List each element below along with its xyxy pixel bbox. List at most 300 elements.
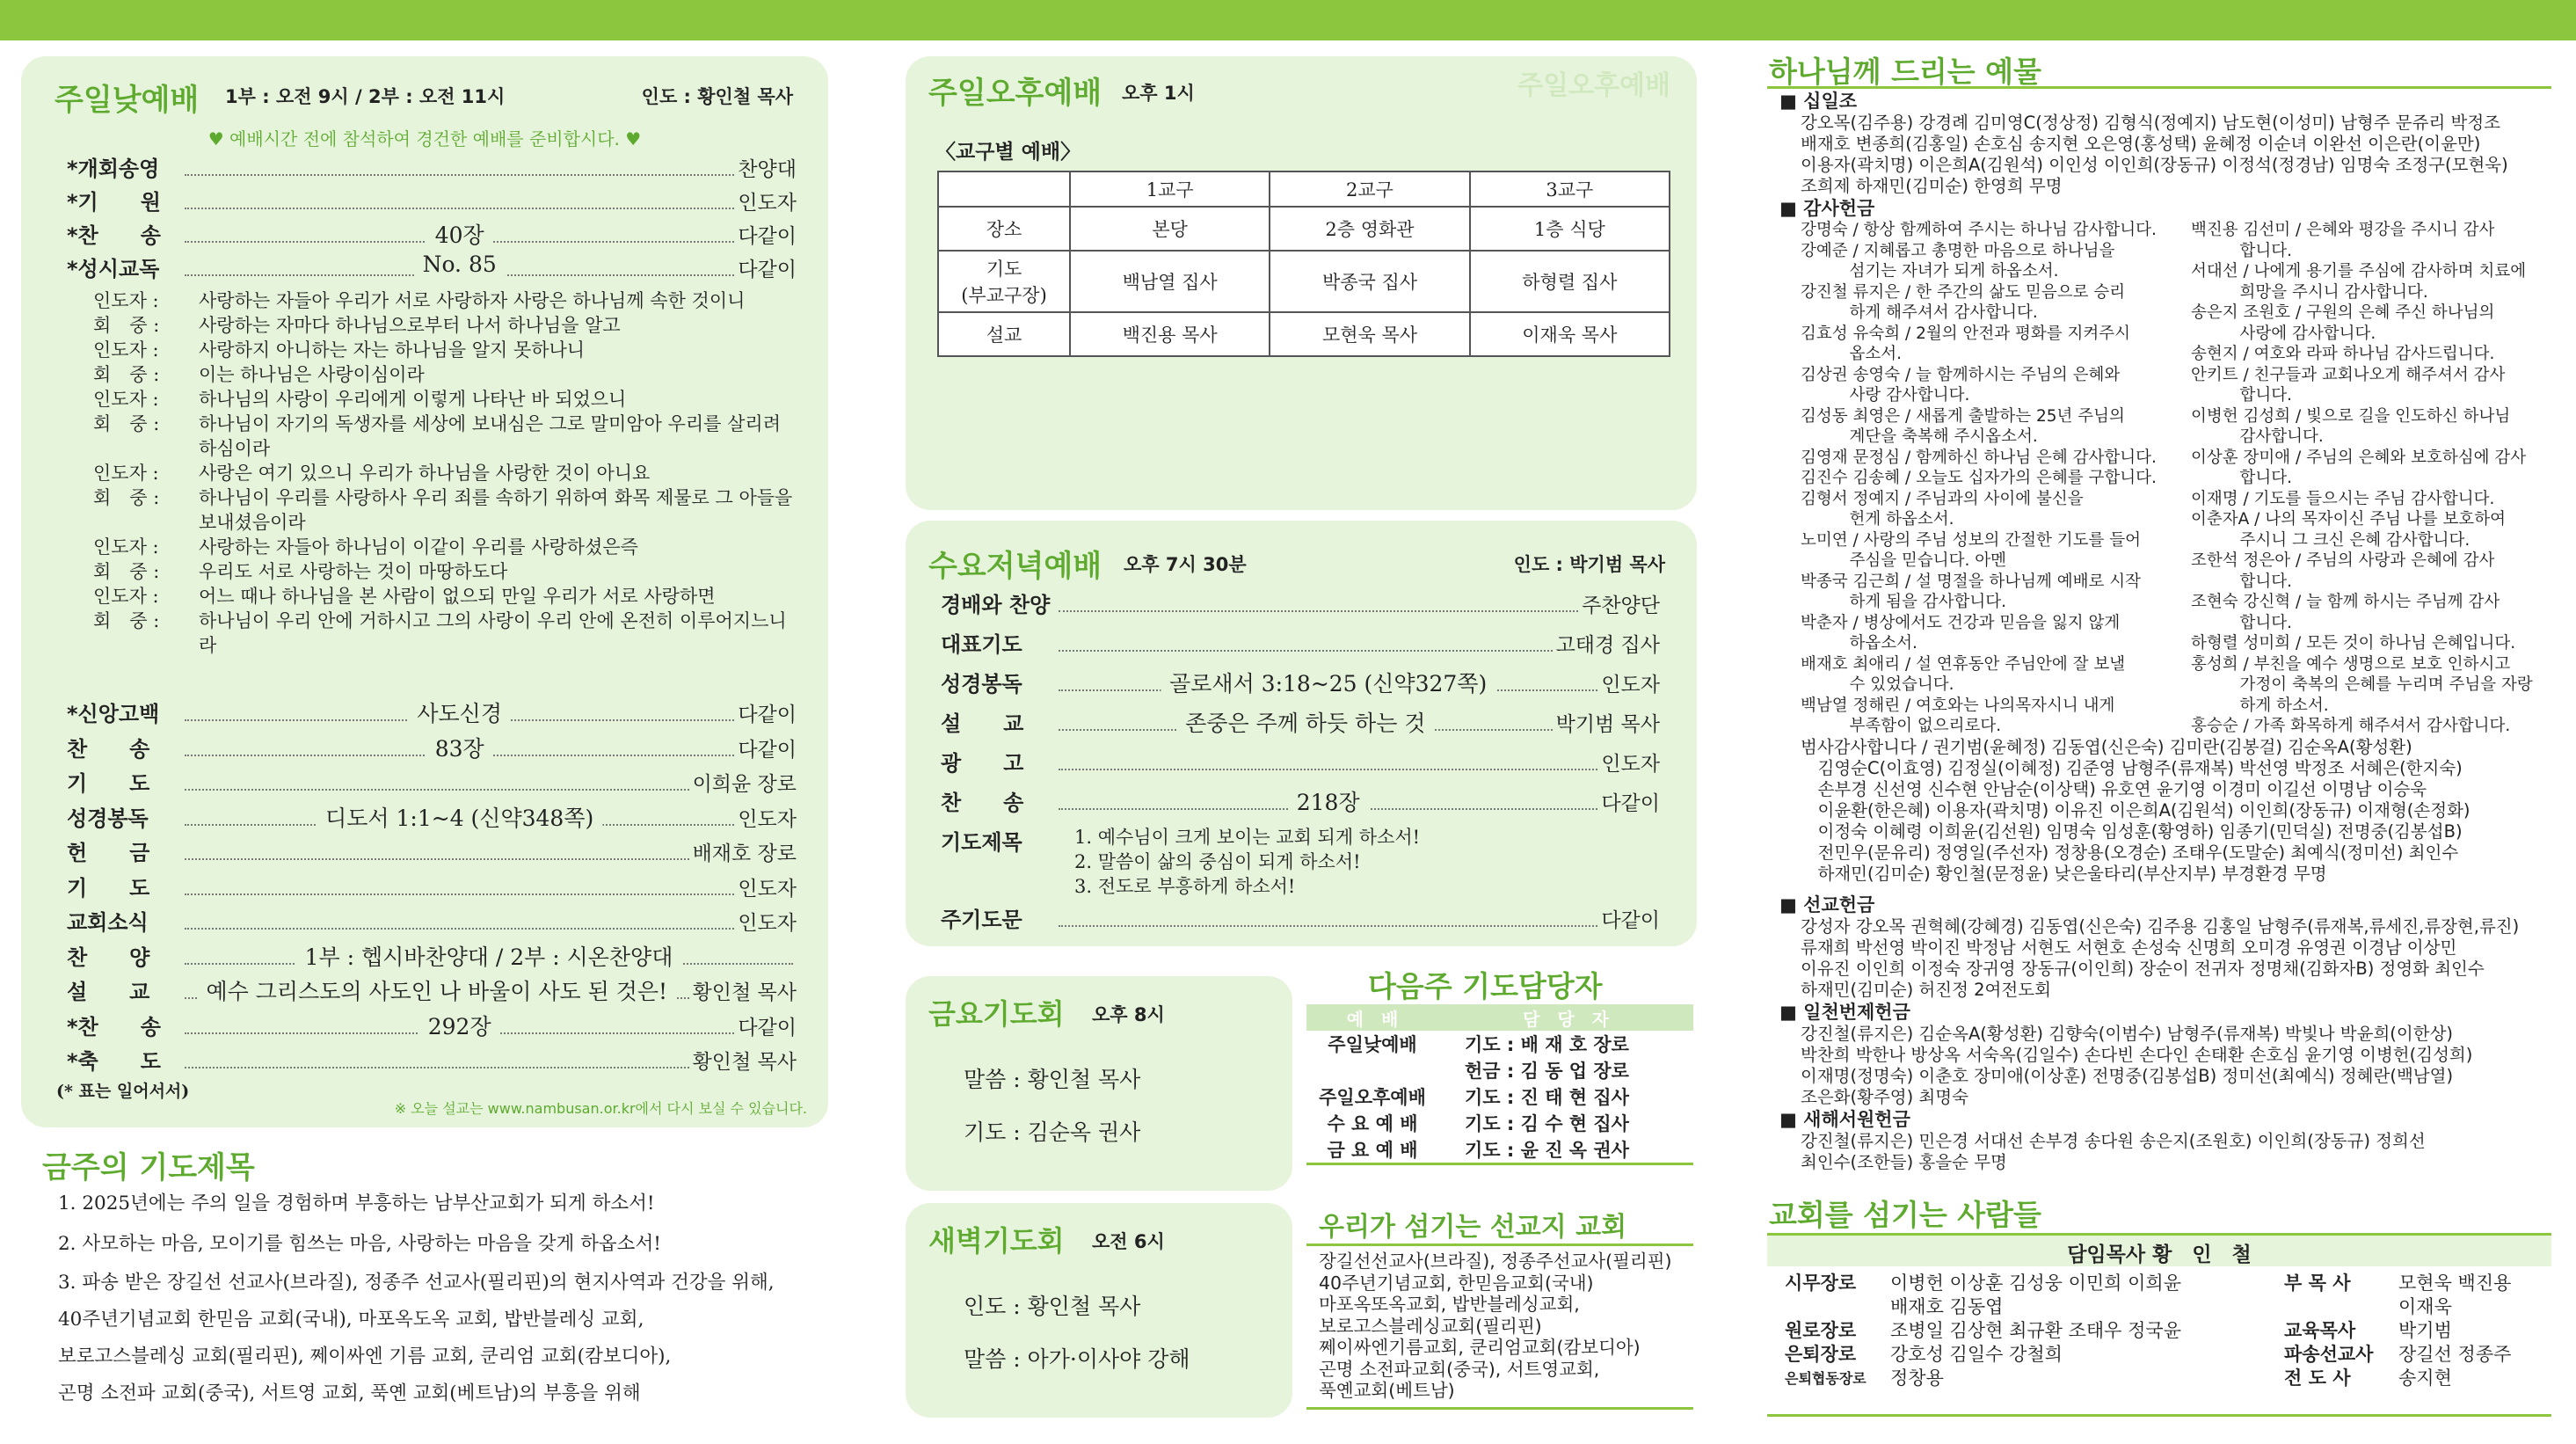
staff-names — [1890, 1272, 2242, 1319]
staff-names — [2398, 1343, 2548, 1367]
order-label: 광 고 — [941, 751, 1024, 776]
thanks-line: 김진수 김송혜 / 오늘도 십자가의 은혜를 구합니다. — [1801, 469, 2157, 487]
responsive-line — [93, 313, 797, 338]
staff-names-line: 강호성 김일수 강철희 — [1890, 1344, 2063, 1365]
order-leader-dots — [185, 1056, 689, 1068]
responsive-speaker: 인도자 : — [93, 290, 159, 311]
thanks-line: 노미연 / 사랑의 주님 성보의 간절한 기도를 들어 — [1801, 530, 2141, 550]
staff-role: 시무장로 — [1785, 1273, 1857, 1294]
order-person: 인도자 — [1601, 674, 1660, 696]
staff-names-line: 송지현 — [2398, 1367, 2452, 1389]
thanks-columns — [1779, 220, 2553, 737]
missions-title-line — [1306, 1243, 1693, 1246]
dawn-title: 새벽기도회 — [928, 1224, 1065, 1258]
responsive-speaker: 회 중 : — [93, 561, 160, 582]
thanks-line: 김효성 유숙희 / 2월의 안전과 평화를 지켜주시 — [1801, 324, 2130, 343]
order-person: 인도자 — [738, 912, 797, 935]
staff-row — [1785, 1343, 2242, 1367]
staff-row — [2284, 1367, 2548, 1390]
order-content: 40장 — [426, 218, 493, 250]
offering-line: 조은화(황주영) 최명숙 — [1801, 1086, 1968, 1107]
responsive-text: 사랑하는 자마다 하나님으로부터 나서 하나님을 알고 — [199, 315, 621, 336]
spacer — [1779, 885, 2553, 893]
thanks-line: 박춘자 / 병상에서도 건강과 믿음을 잃지 않게 — [1801, 613, 2121, 632]
staff-names — [2398, 1367, 2548, 1390]
sunday-notice: ♥ 예배시간 전에 참석하여 경건한 예배를 준비합시다. ♥ — [207, 128, 642, 150]
wednesday-title: 수요저녁예배 — [928, 549, 1102, 584]
next-prayer-row — [1306, 1057, 1693, 1083]
thanks-line: 희망을 주시니 감사합니다. — [2191, 282, 2428, 302]
thanks-tail-line: 전민우(문유리) 정영일(주선자) 정창용(오경순) 조태우(도말순) 최예식(정미선) 최인수 — [1801, 842, 2459, 863]
mission-line: 40주년기념교회, 한믿음교회(국내) — [1319, 1272, 1594, 1294]
responsive-text: 이는 하나님은 사랑이심이라 — [199, 364, 425, 385]
wednesday-last — [941, 902, 1660, 937]
afternoon-service-box — [906, 56, 1697, 510]
order-label: 찬 양 — [67, 944, 150, 970]
thanks-line: 조한석 정은아 / 주님의 사랑과 은혜에 감사 — [2191, 551, 2495, 570]
dawn-line2: 말씀 : 아가·이사야 강해 — [964, 1346, 1190, 1372]
sunday-order-top — [67, 151, 797, 285]
order-leader-dots — [185, 979, 689, 1004]
order-person: 박기범 목사 — [1555, 713, 1660, 736]
order-label: 성경봉독 — [67, 806, 149, 831]
wednesday-prayer-item: 3. 전도로 부흥하게 하소서! — [1074, 876, 1296, 897]
thanks-line: 이춘자A / 나의 목자이신 주님 나를 보호하여 — [2191, 510, 2506, 529]
offerings-title-line — [1767, 86, 2551, 89]
sunday-order-bottom — [67, 696, 797, 1079]
order-row — [941, 706, 1660, 746]
responsive-line — [93, 559, 797, 584]
next-prayer-person: 기도 : 배 재 호 장로 — [1465, 1034, 1629, 1055]
order-label: 교회소식 — [67, 910, 149, 935]
district-cell-line: 본당 — [1152, 219, 1188, 240]
thanks-line: 가정이 축복의 은혜를 누리며 주님을 자랑 — [2191, 675, 2533, 694]
next-prayer-service: 금 요 예 배 — [1327, 1140, 1418, 1161]
responsive-speaker: 회 중 : — [93, 413, 160, 434]
order-label: 설 교 — [67, 980, 150, 1004]
responsive-line — [93, 584, 797, 609]
thanks-line: 김상권 송영숙 / 늘 함께하시는 주님의 은혜와 — [1801, 365, 2121, 384]
order-leader-dots — [185, 778, 689, 791]
order-row — [67, 974, 797, 1010]
order-leader-dots — [1059, 671, 1597, 696]
order-row — [67, 801, 797, 836]
next-prayer-row — [1306, 1031, 1693, 1057]
offering-line: 박찬희 박한나 방상옥 서숙옥(김일수) 손다빈 손다인 손태환 손호심 윤기영 이병헌(김성희) — [1801, 1044, 2473, 1065]
next-prayer-person: 기도 : 김 수 현 집사 — [1465, 1113, 1629, 1134]
prayer-topics-list — [58, 1184, 823, 1412]
staff-role: 은퇴협동장로 — [1785, 1370, 1867, 1387]
staff-title: 교회를 섬기는 사람들 — [1769, 1198, 2041, 1232]
next-prayer-row — [1306, 1110, 1693, 1136]
staff-role: 교육목사 — [2284, 1320, 2356, 1341]
thanks-line: 합니다. — [2191, 572, 2292, 591]
district-cell-line: 장소 — [986, 219, 1022, 240]
next-prayer-table — [1306, 1004, 1693, 1165]
order-label: 찬 송 — [67, 736, 150, 762]
next-prayer-row — [1306, 1083, 1693, 1110]
next-prayer-header — [1306, 1004, 1693, 1031]
offering-lines-newyear — [1779, 1131, 2553, 1173]
order-leader-dots — [185, 164, 734, 176]
offering-lines-mission — [1779, 916, 2553, 1001]
order-person: 다같이 — [738, 738, 797, 762]
thanks-tail-line: 하재민(김미순) 황인철(문정윤) 낮은울타리(부산지부) 부경환경 무명 — [1801, 863, 2327, 884]
order-leader-dots — [185, 701, 734, 726]
order-leader-dots — [185, 805, 734, 831]
order-row — [67, 218, 797, 252]
afternoon-watermark: 주일오후예배 — [1517, 70, 1670, 101]
order-row — [67, 940, 797, 975]
order-person: 황인철 목사 — [692, 981, 797, 1004]
responsive-speaker: 회 중 : — [93, 610, 160, 631]
order-content: No. 85 — [414, 252, 506, 277]
order-label: 기 도 — [67, 875, 150, 901]
staff-names — [1890, 1319, 2242, 1343]
thanks-line: 합니다. — [2191, 386, 2292, 405]
thanks-line: 이상훈 장미애 / 주님의 은혜와 보호하심에 감사 — [2191, 448, 2527, 467]
district-cell-line: 기도 — [986, 259, 1022, 280]
order-row — [67, 905, 797, 940]
district-cell-line: 설교 — [986, 325, 1022, 346]
responsive-line — [93, 338, 797, 362]
district-cell — [1270, 312, 1469, 356]
order-content: 골로새서 3:18~25 (신약327쪽) — [1161, 667, 1495, 698]
mission-line: 푹옌교회(베트남) — [1319, 1380, 1455, 1401]
order-leader-dots — [185, 252, 734, 277]
next-prayer-service: 수 요 예 배 — [1327, 1113, 1418, 1134]
district-cell — [938, 312, 1070, 356]
order-label: *개회송영 — [67, 157, 160, 181]
district-cell — [938, 207, 1070, 251]
prayer-topics-title: 금주의 기도제목 — [42, 1150, 255, 1185]
district-cell-line: 2층 영화관 — [1325, 219, 1415, 240]
order-label: *신앙고백 — [67, 702, 160, 726]
order-leader-dots — [1059, 711, 1553, 736]
district-cell-line: 이재욱 목사 — [1522, 325, 1618, 346]
order-row — [941, 746, 1660, 785]
staff-row — [2284, 1343, 2548, 1367]
wednesday-time: 오후 7시 30분 — [1124, 554, 1247, 575]
district-cell — [1470, 312, 1670, 356]
responsive-speaker: 인도자 : — [93, 536, 159, 558]
order-row — [67, 185, 797, 218]
offering-section-thanks: ■ 감사헌금 — [1779, 198, 1875, 219]
senior-pastor: 담임목사 황 인 철 — [2067, 1243, 2252, 1266]
order-person: 다같이 — [1601, 909, 1660, 932]
thanks-line: 하형렬 성미희 / 모든 것이 하나님 은혜입니다. — [2191, 634, 2516, 653]
thanks-line: 하게 해주셔서 감사합니다. — [1801, 303, 2038, 322]
district-cell — [1070, 312, 1270, 356]
order-leader-dots — [1059, 758, 1597, 770]
dawn-box — [906, 1203, 1292, 1418]
thanks-line: 김성동 최영은 / 새롭게 출발하는 25년 주님의 — [1801, 406, 2125, 426]
dawn-line1: 인도 : 황인철 목사 — [964, 1294, 1141, 1319]
thanks-line: 수 있었습니다. — [1801, 675, 1954, 694]
thanks-line: 서대선 / 나에게 용기를 주심에 감사하며 치료에 — [2191, 262, 2527, 281]
offering-lines-thousand — [1779, 1024, 2553, 1108]
thanks-tail — [1779, 737, 2553, 885]
friday-line2: 기도 : 김순옥 권사 — [964, 1119, 1141, 1145]
next-prayer-person: 기도 : 윤 진 옥 권사 — [1465, 1140, 1629, 1161]
responsive-text: 하나님이 자기의 독생자를 세상에 보내심은 그로 말미암아 우리를 살리려 하심이라 — [199, 413, 781, 459]
responsive-text: 사랑하는 자들아 하나님이 이같이 우리를 사랑하셨은즉 — [199, 536, 638, 558]
thanks-line: 강명숙 / 항상 함께하여 주시는 하나님 감사합니다. — [1801, 221, 2157, 239]
staff-names — [1890, 1343, 2242, 1367]
prayer-topic-item: 2. 사모하는 마음, 모이기를 힘쓰는 마음, 사랑하는 마음을 갖게 하옵소서! — [58, 1233, 661, 1255]
thanks-tail-line: 이정숙 이혜령 이희윤(김선원) 임명숙 임성훈(황영하) 임종기(민덕실) 전명중(김봉섭B) — [1801, 820, 2463, 842]
district-cell-line: 모현욱 목사 — [1321, 325, 1418, 346]
responsive-line — [93, 535, 797, 559]
thanks-line: 강진철 류지은 / 한 주간의 삶도 믿음으로 승리 — [1801, 282, 2126, 302]
order-person: 다같이 — [738, 704, 797, 726]
order-row — [941, 587, 1660, 627]
district-worship-table — [937, 171, 1670, 357]
responsive-text: 사랑하는 자들아 우리가 서로 사랑하자 사랑은 하나님께 속한 것이니 — [199, 290, 746, 311]
order-row — [941, 902, 1660, 937]
thanks-line: 주시니 그 크신 은혜 감사합니다. — [2191, 530, 2470, 550]
thanks-line: 김형서 정예지 / 주님과의 사이에 불신을 — [1801, 489, 2084, 508]
dawn-time: 오전 6시 — [1092, 1231, 1165, 1252]
order-leader-dots — [185, 1013, 734, 1039]
thanks-line: 계단을 축복해 주시옵소서. — [1801, 427, 2038, 446]
thanks-line: 하게 하소서. — [2191, 696, 2329, 715]
staff-names-line: 배재호 김동엽 — [1890, 1296, 2004, 1317]
district-cell-line: (부교구장) — [961, 285, 1047, 306]
next-prayer-h2: 담 당 자 — [1523, 1008, 1609, 1030]
sunday-leader: 인도 : 황인철 목사 — [641, 86, 793, 107]
friday-line1: 말씀 : 황인철 목사 — [964, 1067, 1141, 1092]
offering-line: 강진철(류지은) 김순옥A(황성환) 김향숙(이범수) 남형주(류재복) 박빛나 박윤희(이한상) — [1801, 1023, 2454, 1044]
staff-role: 원로장로 — [1785, 1320, 1857, 1341]
offering-line: 강진철(류지은) 민은경 서대선 손부경 송다원 송은지(조원호) 이인희(장동규) 정희선 — [1801, 1130, 2426, 1151]
mission-line: 장길선선교사(브라질), 정종주선교사(필리핀) — [1319, 1251, 1672, 1272]
offering-section-thousand: ■ 일천번제헌금 — [1779, 1001, 1910, 1023]
order-row — [67, 252, 797, 285]
order-person: 고태경 집사 — [1555, 634, 1660, 657]
thanks-line: 섬기는 자녀가 되게 하옵소서. — [1801, 262, 2059, 281]
responsive-text: 우리도 서로 사랑하는 것이 마땅하도다 — [199, 561, 508, 582]
order-leader-dots — [1059, 790, 1597, 815]
thanks-line: 백남열 정해린 / 여호와는 나의목자시니 내게 — [1801, 696, 2115, 715]
order-row — [67, 835, 797, 871]
district-cell — [938, 251, 1070, 312]
district-cell-line: 박종국 집사 — [1321, 272, 1418, 293]
staff-row — [2284, 1272, 2548, 1319]
thanks-line: 홍성희 / 부친을 예수 생명으로 보호 인하시고 — [2191, 654, 2511, 674]
district-head-cell: 3교구 — [1470, 171, 1670, 207]
responsive-text: 하나님이 우리 안에 거하시고 그의 사랑이 우리 안에 온전히 이루어지느니라 — [199, 610, 787, 656]
order-leader-dots — [185, 735, 734, 762]
mission-line: 곤명 소전파교회(중국), 서트영교회, — [1319, 1358, 1600, 1380]
order-label: *찬 송 — [67, 223, 161, 248]
district-cell — [1470, 207, 1670, 251]
thanks-line: 하옵소서. — [1801, 634, 1917, 653]
order-leader-dots — [185, 848, 689, 860]
order-content: 예수 그리스도의 사도인 나 바울이 사도 된 것은! — [198, 974, 677, 1006]
staff-left — [1785, 1272, 2242, 1390]
sunday-time: 1부 : 오전 9시 / 2부 : 오전 11시 — [225, 86, 506, 107]
offering-section-mission: ■ 선교헌금 — [1779, 893, 1875, 915]
order-label: 설 교 — [941, 711, 1024, 736]
prayer-topic-item: 40주년기념교회 한믿음 교회(국내), 마포옥도옥 교회, 밥반블레싱 교회, — [58, 1309, 644, 1331]
sunday-responsive-reading — [93, 288, 797, 658]
responsive-line — [93, 387, 797, 412]
mission-line: 보로고스블레싱교회(필리핀) — [1319, 1315, 1542, 1337]
district-cell — [1070, 251, 1270, 312]
order-person: 황인철 목사 — [692, 1051, 797, 1074]
order-person: 다같이 — [738, 1016, 797, 1039]
offerings-content — [1779, 90, 2553, 1173]
mission-line: 쩨이싸엔기름교회, 쿤리엄교회(캄보디아) — [1319, 1337, 1641, 1358]
order-leader-dots — [1059, 600, 1578, 612]
friday-box — [906, 976, 1292, 1191]
prayer-topic-item: 곤명 소전파 교회(중국), 서트영 교회, 푹옌 교회(베트남)의 부흥을 위해 — [58, 1382, 641, 1404]
order-leader-dots — [185, 883, 734, 895]
order-row — [67, 1044, 797, 1079]
staff-role: 파송선교사 — [2284, 1344, 2374, 1365]
afternoon-sub: 〈교구별 예배〉 — [935, 140, 1081, 164]
order-person: 다같이 — [738, 259, 797, 281]
order-label: *성시교독 — [67, 257, 160, 281]
wednesday-prayer-item: 1. 예수님이 크게 보이는 교회 되게 하소서! — [1074, 827, 1421, 848]
offering-line: 이용자(곽치명) 이은희A(김원석) 이인성 이인희(장동규) 이정석(정경남) 임명숙 조정구(모현욱) — [1801, 155, 2508, 175]
thanks-line: 이병헌 김성희 / 빛으로 길을 인도하신 하나님 — [2191, 406, 2511, 426]
order-row — [67, 151, 797, 185]
next-prayer-service: 주일오후예배 — [1319, 1087, 1426, 1108]
responsive-speaker: 인도자 : — [93, 586, 159, 607]
order-row — [941, 667, 1660, 706]
offering-line: 강성자 강오목 권혁혜(강혜경) 김동엽(신은숙) 김주용 김홍일 남형주(류재복,류세진,류장현,류진) — [1801, 915, 2520, 937]
order-content: 1부 : 헵시바찬양대 / 2부 : 시온찬양대 — [296, 940, 682, 972]
thanks-line: 백진용 김선미 / 은혜와 평강을 주시니 감사 — [2191, 221, 2495, 239]
friday-title: 금요기도회 — [928, 997, 1065, 1031]
district-cell-line: 1층 식당 — [1533, 219, 1605, 240]
offering-line: 하재민(김미순) 허진정 2여전도회 — [1801, 979, 2051, 1000]
offering-line: 이재명(정명숙) 이춘호 장미애(이상훈) 전명중(김봉섭B) 정미선(최예식) 정혜란(백남열) — [1801, 1065, 2454, 1086]
district-cell — [1470, 251, 1670, 312]
responsive-speaker: 인도자 : — [93, 339, 159, 361]
top-band — [0, 0, 2576, 40]
order-content: 디도서 1:1~4 (신약348쪽) — [317, 801, 602, 833]
order-leader-dots — [1059, 639, 1553, 652]
staff-row — [1785, 1367, 2242, 1390]
district-head-cell — [938, 171, 1070, 207]
district-head-cell: 1교구 — [1070, 171, 1270, 207]
thanks-line: 헌게 하옵소서. — [1801, 510, 1954, 529]
responsive-line — [93, 609, 797, 658]
next-prayer-person: 헌금 : 김 동 업 장로 — [1465, 1061, 1629, 1082]
order-label: 성경봉독 — [941, 672, 1022, 696]
order-label: *축 도 — [67, 1049, 161, 1074]
staff-names — [2398, 1272, 2548, 1319]
order-row — [67, 766, 797, 801]
order-label: 주기도문 — [941, 908, 1022, 932]
offering-line: 배재호 변종희(김홍일) 손호심 송지현 오은영(홍성택) 윤혜정 이순녀 이완선 이은란(이윤만) — [1801, 134, 2481, 154]
prayer-topic-item: 1. 2025년에는 주의 일을 경험하며 부흥하는 남부산교회가 되게 하소서! — [58, 1192, 655, 1214]
offering-section-newyear: ■ 새해서원헌금 — [1779, 1108, 1910, 1130]
thanks-line: 합니다. — [2191, 469, 2292, 487]
order-content: 292장 — [419, 1010, 500, 1041]
order-leader-dots — [185, 917, 734, 930]
responsive-speaker: 인도자 : — [93, 389, 159, 410]
staff-names-line: 이병헌 이상훈 김성웅 이민희 이희윤 — [1890, 1273, 2181, 1294]
prayer-topic-item: 3. 파송 받은 장길선 선교사(브라질), 정종주 선교사(필리핀)의 현지사역과 건강을 위해, — [58, 1272, 775, 1294]
staff-names-line: 정창용 — [1890, 1367, 1944, 1389]
order-row — [67, 1010, 797, 1045]
staff-right — [2284, 1272, 2548, 1390]
responsive-speaker: 회 중 : — [93, 364, 160, 385]
thanks-line: 김영재 문정심 / 함께하신 하나님 은혜 감사합니다. — [1801, 448, 2157, 467]
wednesday-prayer-label: 기도제목 — [941, 830, 1022, 855]
afternoon-time: 오후 1시 — [1122, 83, 1195, 104]
responsive-text: 사랑은 여기 있으니 우리가 하나님을 사랑한 것이 아니요 — [199, 463, 651, 484]
order-label: 대표기도 — [941, 632, 1022, 657]
order-person: 인도자 — [1601, 753, 1660, 776]
order-person: 배재호 장로 — [692, 842, 797, 865]
responsive-speaker: 회 중 : — [93, 315, 160, 336]
wednesday-prayer-item: 2. 말씀이 삶의 중심이 되게 하소서! — [1074, 851, 1361, 872]
sermon-website-note: ※ 오늘 설교는 www.nambusan.or.kr에서 다시 보실 수 있습니다. — [394, 1100, 807, 1117]
order-person: 이희윤 장로 — [692, 773, 797, 796]
responsive-text: 하나님의 사랑이 우리에게 이렇게 나타난 바 되었으니 — [199, 389, 627, 410]
order-row — [67, 871, 797, 906]
thanks-line: 홍승순 / 가족 화목하게 해주셔서 감사합니다. — [2191, 717, 2511, 735]
thanks-line: 배재호 최애리 / 설 연휴동안 주님안에 잘 보낼 — [1801, 654, 2126, 674]
afternoon-title: 주일오후예배 — [928, 76, 1102, 111]
next-prayer-h1: 예 배 — [1346, 1008, 1399, 1030]
thanks-line: 합니다. — [2191, 241, 2292, 260]
next-prayer-title: 다음주 기도담당자 — [1368, 969, 1603, 1003]
missions-list — [1319, 1251, 1671, 1402]
responsive-line — [93, 461, 797, 485]
wednesday-service-box — [906, 521, 1697, 946]
staff-names-line: 박기범 — [2398, 1320, 2452, 1341]
responsive-line — [93, 485, 797, 535]
offering-line: 최인수(조한들) 홍을순 무명 — [1801, 1151, 2007, 1172]
next-prayer-service: 주일낮예배 — [1328, 1034, 1417, 1055]
responsive-speaker: 인도자 : — [93, 463, 159, 484]
prayer-topic-item: 보로고스블레싱 교회(필리핀), 쩨이싸엔 기름 교회, 쿤리엄 교회(캄보디아), — [58, 1346, 672, 1367]
wednesday-order — [941, 587, 1660, 825]
wednesday-leader: 인도 : 박기범 목사 — [1513, 554, 1665, 575]
responsive-text: 하나님이 우리를 사랑하사 우리 죄를 속하기 위하여 화목 제물로 그 아들을 보내셨음이라 — [199, 487, 793, 533]
thanks-tail-line: 범사감사합니다 / 권기범(윤혜정) 김동엽(신은숙) 김미란(김봉걸) 김순옥A(황성환) — [1801, 736, 2412, 757]
thanks-line: 옵소서. — [1801, 345, 1902, 363]
responsive-text: 어느 때나 하나님을 본 사람이 없으되 만일 우리가 서로 사랑하면 — [199, 586, 716, 607]
staff-role: 부 목 사 — [2284, 1273, 2351, 1294]
thanks-left — [1801, 220, 2187, 737]
thanks-line: 합니다. — [2191, 613, 2292, 632]
responsive-text: 사랑하지 아니하는 자는 하나님을 알지 못하나니 — [199, 339, 586, 361]
responsive-speaker: 회 중 : — [93, 487, 160, 508]
missions-title: 우리가 섬기는 선교지 교회 — [1319, 1212, 1627, 1243]
offerings-title: 하나님께 드리는 예물 — [1769, 55, 2041, 89]
thanks-tail-line: 이윤환(한은혜) 이용자(곽치명) 이유진 이은희A(김원석) 이인희(장동규) 이재형(손정화) — [1801, 799, 2470, 820]
order-content: 사도신경 — [408, 696, 511, 728]
thanks-line: 사랑에 감사합니다. — [2191, 324, 2376, 343]
sunday-title: 주일낮예배 — [55, 83, 200, 118]
order-content: 218장 — [1288, 785, 1369, 817]
district-cell — [1270, 207, 1469, 251]
offering-section-tithe: ■ 십일조 — [1779, 91, 1858, 112]
staff-row — [2284, 1319, 2548, 1343]
staff-names — [1890, 1367, 2242, 1390]
offering-lines-tithe — [1779, 113, 2553, 197]
order-content: 존중은 주께 하듯 하는 것 — [1176, 706, 1434, 738]
order-person: 다같이 — [738, 225, 797, 248]
responsive-line — [93, 412, 797, 461]
